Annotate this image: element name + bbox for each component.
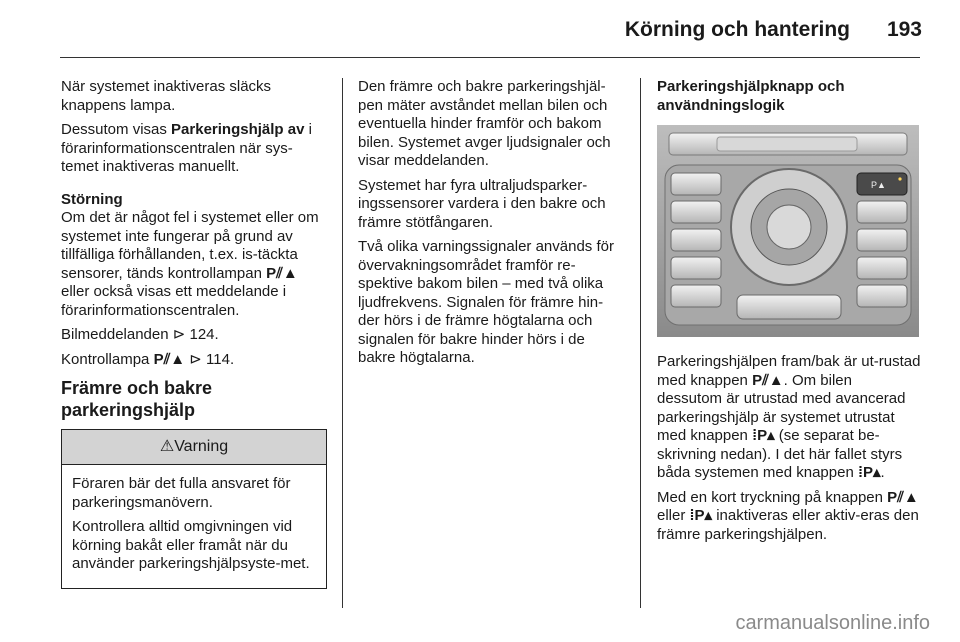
text-run: i förarinformationscentralen när sys-temet inaktiveras manuellt. [61, 121, 312, 175]
warning-header [62, 430, 326, 465]
subheading-fault: Störning [61, 190, 123, 208]
svg-text:P▲: P▲ [871, 180, 886, 190]
paragraph: Föraren bär det fulla ansvaret för parkeringsmanövern. [72, 475, 291, 511]
text-run: . [880, 464, 885, 481]
text-run: Om det är något fel i systemet eller om systemet inte fungerar på grund av tillfälliga förhållanden, t.ex. is-täckta sensorer, tänds kontrollampan [61, 209, 319, 282]
message-name: Parkeringshjälp av [171, 121, 305, 138]
paragraph [61, 121, 327, 177]
text-run: Kontrollampa [61, 350, 150, 368]
paragraph [657, 489, 921, 545]
park-assist-icon: P⫽▲ [887, 488, 919, 506]
park-assist-icon: P⫽▲ [752, 371, 784, 389]
cross-reference [61, 351, 327, 370]
page-number: 193 [886, 18, 922, 41]
text-run: Parkeringshjälpen fram/bak är ut-rustad med knappen [657, 353, 921, 389]
warning-body [62, 465, 326, 588]
column-2 [358, 78, 624, 374]
advanced-park-assist-icon: ⁞P▴ [689, 507, 713, 524]
paragraph: Två olika varningssignaler används för övervakningsområdet framför re-spektive bakom bilen – med två olika ljudfrekvens. Signalen för främre hin-der hörs i de främre högtalarna och signalen för bakre hinder hörs i de bakre högtalarna. [358, 238, 614, 366]
warning-title: Varning [174, 438, 229, 455]
warning-box [61, 429, 327, 589]
subsection-heading [657, 78, 921, 115]
text-run: eller också visas ett meddelande i förarinformationscentralen. [61, 283, 287, 319]
paragraph [657, 353, 921, 483]
paragraph: Kontrollera alltid omgivningen vid körning bakåt eller framåt när du använder parkeringshjälpsyste-met. [72, 518, 310, 572]
section-heading: Främre och bakre parkeringshjälp [61, 378, 213, 420]
cross-reference [61, 326, 327, 345]
page-title: Körning och hantering [624, 18, 850, 41]
warning-triangle-icon: ⚠ [159, 438, 175, 455]
page-ref: 124. [189, 326, 219, 343]
text-run: Med en kort tryckning på knappen [657, 488, 888, 506]
text-run: . Om bilen dessutom är utrustad med avancerad parkeringshjälp är systemet utrustat med knappen [657, 371, 906, 444]
paragraph [61, 191, 327, 321]
advanced-park-assist-icon: ⁞P▴ [857, 464, 881, 481]
park-assist-icon: P⫽▲ [266, 264, 298, 282]
watermark: carmanualsonline.info [735, 612, 930, 634]
advanced-park-assist-icon: ⁞P▴ [752, 427, 775, 444]
center-console-photo [657, 125, 919, 337]
column-1 [61, 78, 327, 589]
text-run: eller [657, 507, 690, 524]
text-run: (se separat be-skrivning nedan). I det här fallet styrs båda systemen med knappen [657, 427, 903, 481]
column-3 [657, 78, 921, 550]
page-ref: 114. [206, 350, 235, 368]
paragraph: När systemet inaktiveras släcks knappens lampa. [61, 78, 272, 114]
column-divider [342, 78, 343, 608]
text-run: Dessutom visas [61, 121, 172, 138]
reference-arrow-icon: ⊳ [189, 350, 202, 368]
subsection-heading-text: Parkeringshjälpknapp och användningslogik [657, 78, 845, 114]
column-divider [640, 78, 641, 608]
text-run: Bilmeddelanden [61, 326, 169, 343]
paragraph: Systemet har fyra ultraljudsparker-ingssensorer vardera i den bakre och främre stötfångaren. [358, 176, 606, 231]
paragraph: Den främre och bakre parkeringshjäl-pen mäter avståndet mellan bilen och eventuella hinder framför och bakom bilen. Systemet avger ljudsignaler och visar meddelanden. [358, 78, 611, 169]
park-assist-icon: P⫽▲ [153, 350, 186, 368]
header-rule [60, 57, 920, 58]
reference-arrow-icon: ⊳ [172, 326, 186, 343]
text-run: inaktiveras eller aktiv-eras den främre parkeringshjälpen. [657, 507, 919, 543]
